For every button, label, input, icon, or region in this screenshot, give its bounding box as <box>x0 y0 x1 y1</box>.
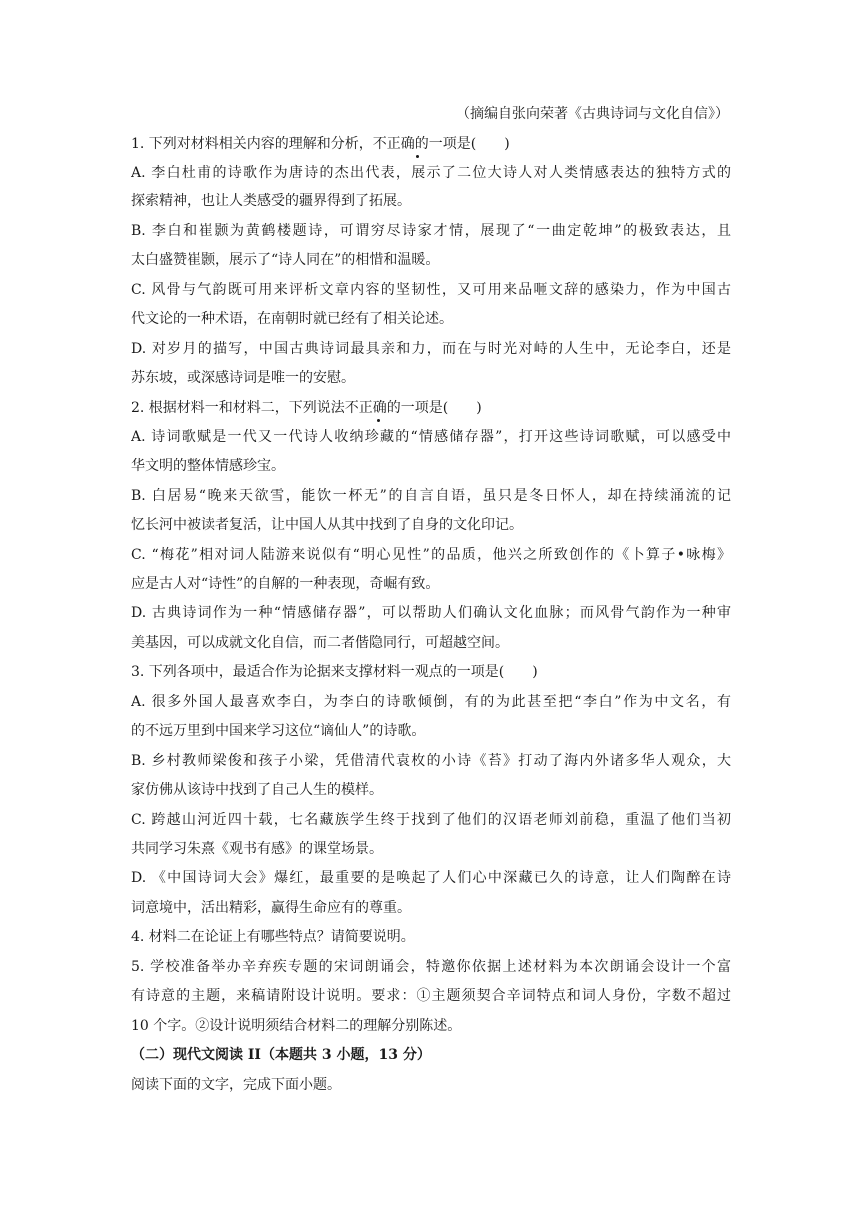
q2-option-a-line1: A. 诗词歌赋是一代又一代诗人收纳珍藏的“情感储存器”，打开这些诗词歌赋，可以感受中 <box>131 429 731 445</box>
q3-option-c-line1: C. 跨越山河近四十载，七名藏族学生终于找到了他们的汉语老师刘前稳，重温了他们当初 <box>131 812 731 828</box>
emphasis-dot <box>416 155 419 158</box>
reading-instruction: 阅读下面的文字，完成下面小题。 <box>131 1077 341 1093</box>
q2-option-c-line2: 应是古人对“诗性”的自解的一种表现，奇崛有致。 <box>131 576 440 592</box>
question-5-line3: 10 个字。②设计说明须结合材料二的理解分别陈述。 <box>131 1018 462 1034</box>
question-5-line1: 5. 学校准备举办辛弃疾专题的宋词朗诵会，特邀你依据上述材料为本次朗诵会设计一个富 <box>131 959 731 975</box>
q3-option-c-line2: 共同学习朱熹《观书有感》的课堂场景。 <box>131 841 383 857</box>
q1-option-a-line2: 探索精神，也让人类感受的疆界得到了拓展。 <box>131 193 411 209</box>
q3-option-d-line1: D. 《中国诗词大会》爆红，最重要的是唤起了人们心中深藏已久的诗意，让人们陶醉在诗 <box>131 870 731 886</box>
q1-option-d-line2: 苏东坡，或深感诗词是唯一的安慰。 <box>131 370 355 386</box>
question-5-line2: 有诗意的主题，来稿请附设计说明。要求：①主题须契合辛词特点和词人身份，字数不超过 <box>131 988 731 1004</box>
section-title: （二）现代文阅读 II（本题共 3 小题，13 分） <box>131 1047 431 1063</box>
q1-option-b-line2: 太白盛赞崔颢，展示了“诗人同在”的相惜和温暖。 <box>131 252 440 268</box>
q1-option-c-line2: 代文论的一种术语，在南朝时就已经有了相关论述。 <box>131 311 453 327</box>
q2-option-d-line2: 美基因，可以成就文化自信，而二者偕隐同行，可超越空间。 <box>131 635 509 651</box>
q3-option-b-line1: B. 乡村教师梁俊和孩子小梁，凭借清代袁枚的小诗《苔》打动了海内外诸多华人观众，大 <box>131 753 731 769</box>
question-2-stem: 2. 根据材料一和材料二，下列说法不正确的一项是( ) <box>131 400 482 416</box>
question-3-stem: 3. 下列各项中，最适合作为论据来支撑材料一观点的一项是( ) <box>131 664 538 680</box>
q3-option-a-line2: 的不远万里到中国来学习这位“谪仙人”的诗歌。 <box>131 723 426 739</box>
q2-option-c-line1: C. “梅花”相对词人陆游来说似有“明心见性”的品质，他兴之所致创作的《卜算子•咏梅》 <box>131 547 731 563</box>
q3-option-a-line1: A. 很多外国人最喜欢李白，为李白的诗歌倾倒，有的为此甚至把“李白”作为中文名，有 <box>131 694 731 710</box>
q2-option-b-line2: 忆长河中被读者复活，让中国人从其中找到了自身的文化印记。 <box>131 517 523 533</box>
q1-option-b-line1: B. 李白和崔颢为黄鹤楼题诗，可谓穷尽诗家才情，展现了“一曲定乾坤”的极致表达，且 <box>131 223 731 239</box>
question-4: 4. 材料二在论证上有哪些特点？请简要说明。 <box>131 929 415 945</box>
q2-option-b-line1: B. 白居易“晚来天欲雪，能饮一杯无”的自言自语，虽只是冬日怀人，却在持续涌流的记 <box>131 488 731 504</box>
q2-option-a-line2: 华文明的整体情感珍宝。 <box>131 458 285 474</box>
q3-option-b-line2: 家仿佛从该诗中找到了自己人生的模样。 <box>131 782 383 798</box>
question-1-stem: 1. 下列对材料相关内容的理解和分析，不正确的一项是( ) <box>131 136 510 152</box>
q1-option-c-line1: C. 风骨与气韵既可用来评析文章内容的坚韧性，又可用来品咂文辞的感染力，作为中国古 <box>131 282 731 298</box>
q3-option-d-line2: 词意境中，活出精彩，赢得生命应有的尊重。 <box>131 900 411 916</box>
q1-option-a-line1: A. 李白杜甫的诗歌作为唐诗的杰出代表，展示了二位大诗人对人类情感表达的独特方式的 <box>131 165 731 181</box>
source-citation: （摘编自张向荣著《古典诗词与文化自信》） <box>456 106 729 122</box>
q1-option-d-line1: D. 对岁月的描写，中国古典诗词最具亲和力，而在与时光对峙的人生中，无论李白，还是 <box>131 341 731 357</box>
emphasis-dot <box>377 419 380 422</box>
q2-option-d-line1: D. 古典诗词作为一种“情感储存器”，可以帮助人们确认文化血脉；而风骨气韵作为一种审 <box>131 605 731 621</box>
